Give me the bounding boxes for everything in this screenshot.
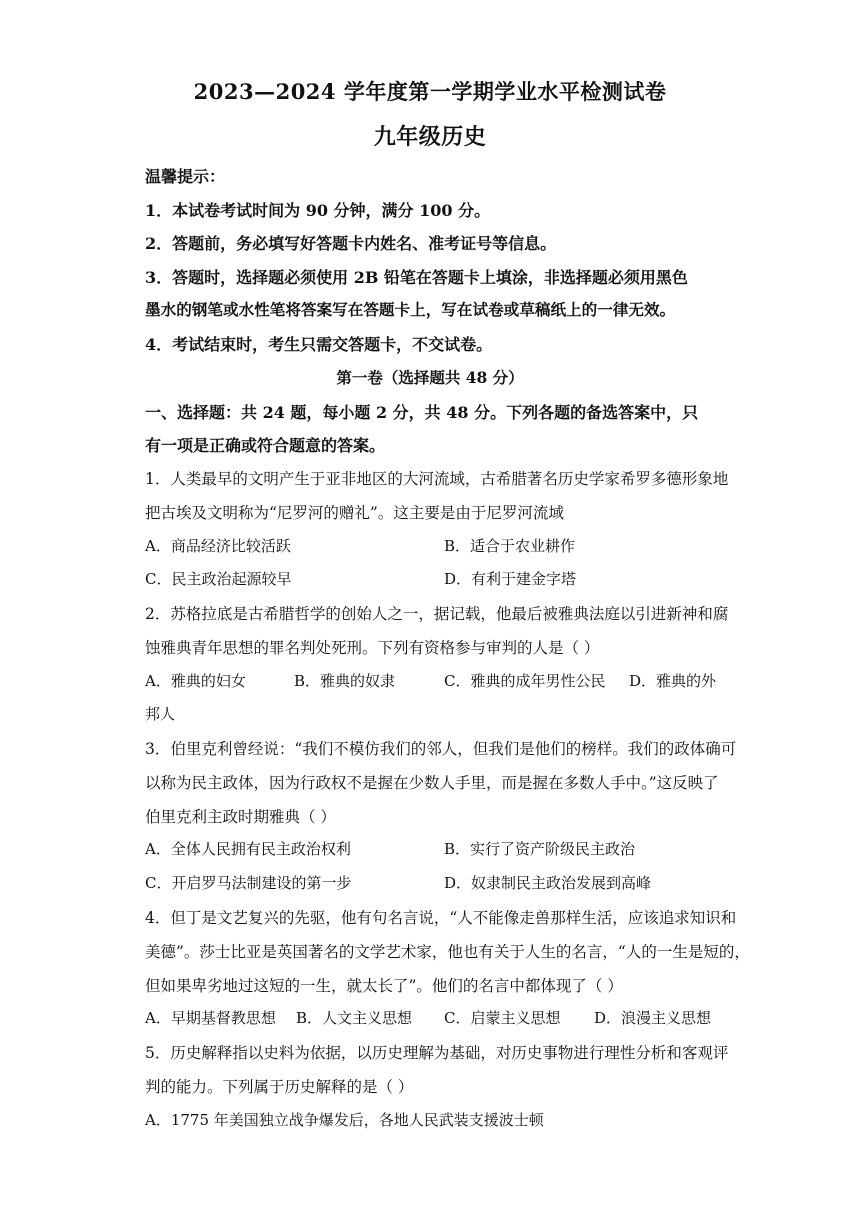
section-instruction: 有一项是正确或符合题意的答案。 <box>145 436 386 455</box>
question-1-option-b: B．适合于农业耕作 <box>444 537 576 555</box>
notice-item: 1．本试卷考试时间为 90 分钟，满分 100 分。 <box>145 201 491 220</box>
notice-item: 墨水的钢笔或水性笔将答案写在答题卡上，写在试卷或草稿纸上的一律无效。 <box>145 300 676 319</box>
question-5-stem: 判的能力。下列属于历史解释的是（ ） <box>145 1078 414 1096</box>
question-2-option-d: D．雅典的外 <box>629 672 717 690</box>
exam-subtitle: 九年级历史 <box>373 124 487 150</box>
question-5-stem: 5．历史解释指以史料为依据，以历史理解为基础，对历史事物进行理性分析和客观评 <box>145 1044 729 1062</box>
question-3-option-d: D．奴隶制民主政治发展到高峰 <box>444 874 652 892</box>
question-1-option-c: C．民主政治起源较早 <box>145 570 292 588</box>
question-2-stem: 蚀雅典青年思想的罪名判处死刑。下列有资格参与审判的人是（ ） <box>145 639 600 657</box>
question-5-option-a: A．1775 年美国独立战争爆发后，各地人民武装支援波士顿 <box>145 1111 544 1129</box>
question-4-option-b: B．人文主义思想 <box>296 1009 413 1027</box>
question-1-option-a: A．商品经济比较活跃 <box>145 537 291 555</box>
question-2-option-b: B．雅典的奴隶 <box>294 672 396 690</box>
question-1-stem: 把古埃及文明称为“尼罗河的赠礼”。这主要是由于尼罗河流域 <box>145 504 564 522</box>
question-1-stem: 1．人类最早的文明产生于亚非地区的大河流域，古希腊著名历史学家希罗多德形象地 <box>145 470 729 488</box>
question-3-stem: 伯里克利主政时期雅典（ ） <box>145 808 336 826</box>
question-4-stem: 美德”。莎士比亚是英国著名的文学艺术家，他也有关于人生的名言，“人的一生是短的， <box>145 943 750 961</box>
question-3-stem: 3．伯里克利曾经说：“我们不模仿我们的邻人，但我们是他们的榜样。我们的政体确可 <box>145 740 737 758</box>
notice-item: 4．考试结束时，考生只需交答题卡，不交试卷。 <box>145 335 493 354</box>
section-instruction: 一、选择题：共 24 题，每小题 2 分，共 48 分。下列各题的备选答案中，只 <box>145 403 699 422</box>
question-3-stem: 以称为民主政体，因为行政权不是握在少数人手里，而是握在多数人手中。”这反映了 <box>145 774 719 792</box>
question-4-stem: 但如果卑劣地过这短的一生，就太长了”。他们的名言中都体现了（ ） <box>145 977 623 995</box>
question-2-option-c: C．雅典的成年男性公民 <box>444 672 606 690</box>
question-3-option-a: A．全体人民拥有民主政治权利 <box>145 840 351 858</box>
question-2-option-d-wrap: 邦人 <box>145 705 176 723</box>
question-3-option-b: B．实行了资产阶级民主政治 <box>444 840 636 858</box>
question-2-option-a: A．雅典的妇女 <box>145 672 246 690</box>
question-4-option-d: D．浪漫主义思想 <box>594 1009 712 1027</box>
notice-heading: 温馨提示： <box>145 167 226 186</box>
exam-title: 2023—2024 学年度第一学期学业水平检测试卷 <box>193 79 667 104</box>
question-3-option-c: C．开启罗马法制建设的第一步 <box>145 874 352 892</box>
section-title: 第一卷（选择题共 48 分） <box>336 368 524 387</box>
question-4-stem: 4．但丁是文艺复兴的先驱，他有句名言说，“人不能像走兽那样生活，应该追求知识和 <box>145 909 737 927</box>
notice-item: 2．答题前，务必填写好答题卡内姓名、准考证号等信息。 <box>145 234 557 253</box>
notice-item: 3．答题时，选择题必须使用 2B 铅笔在答题卡上填涂，非选择题必须用黑色 <box>145 268 688 287</box>
question-4-option-c: C．启蒙主义思想 <box>444 1009 561 1027</box>
question-2-stem: 2．苏格拉底是古希腊哲学的创始人之一，据记载，他最后被雅典法庭以引进新神和腐 <box>145 605 729 623</box>
question-4-option-a: A．早期基督教思想 <box>145 1009 276 1027</box>
question-1-option-d: D．有利于建金字塔 <box>444 570 577 588</box>
